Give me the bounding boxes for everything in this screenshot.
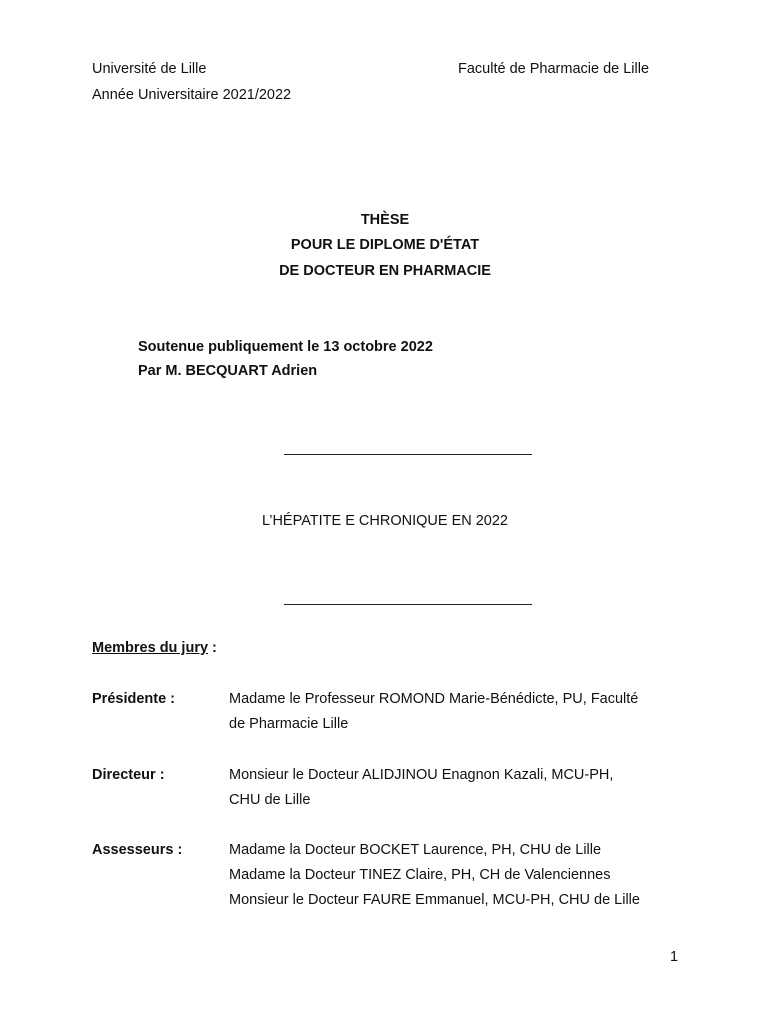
president-label: Présidente : [92,691,175,707]
divider-bottom [284,604,532,605]
page-number: 1 [670,949,679,965]
thesis-label: THÈSE [360,212,410,228]
assessor-2: Madame la Docteur TINEZ Claire, PH, CH de Valenciennes [229,867,611,883]
defense-date: Soutenue publiquement le 13 octobre 2022 [138,339,433,355]
faculty-name: Faculté de Pharmacie de Lille [458,61,650,77]
president-line-2: de Pharmacie Lille [229,716,349,732]
director-line-1: Monsieur le Docteur ALIDJINOU Enagnon Kazali, MCU-PH, [229,767,614,783]
director-label: Directeur : [92,767,165,783]
president-line-1: Madame le Professeur ROMOND Marie-Bénédicte, PU, Faculté [229,691,639,707]
academic-year: Année Universitaire 2021/2022 [92,87,292,103]
jury-heading-text: Membres du jury [92,640,209,656]
assessors-label: Assesseurs : [92,842,183,858]
jury-heading-colon: : [208,640,217,656]
jury-heading [92,641,217,656]
divider-top [284,454,532,455]
author-line: Par M. BECQUART Adrien [138,363,318,379]
assessor-3: Monsieur le Docteur FAURE Emmanuel, MCU-PH, CHU de Lille [229,892,640,908]
director-line-2: CHU de Lille [229,792,311,808]
diploma-line: POUR LE DIPLOME D'ÉTAT [290,237,480,253]
thesis-title: L’HÉPATITE E CHRONIQUE EN 2022 [261,513,509,529]
degree-line: DE DOCTEUR EN PHARMACIE [279,263,491,279]
university-name: Université de Lille [92,61,207,77]
assessor-1: Madame la Docteur BOCKET Laurence, PH, CHU de Lille [229,842,602,858]
